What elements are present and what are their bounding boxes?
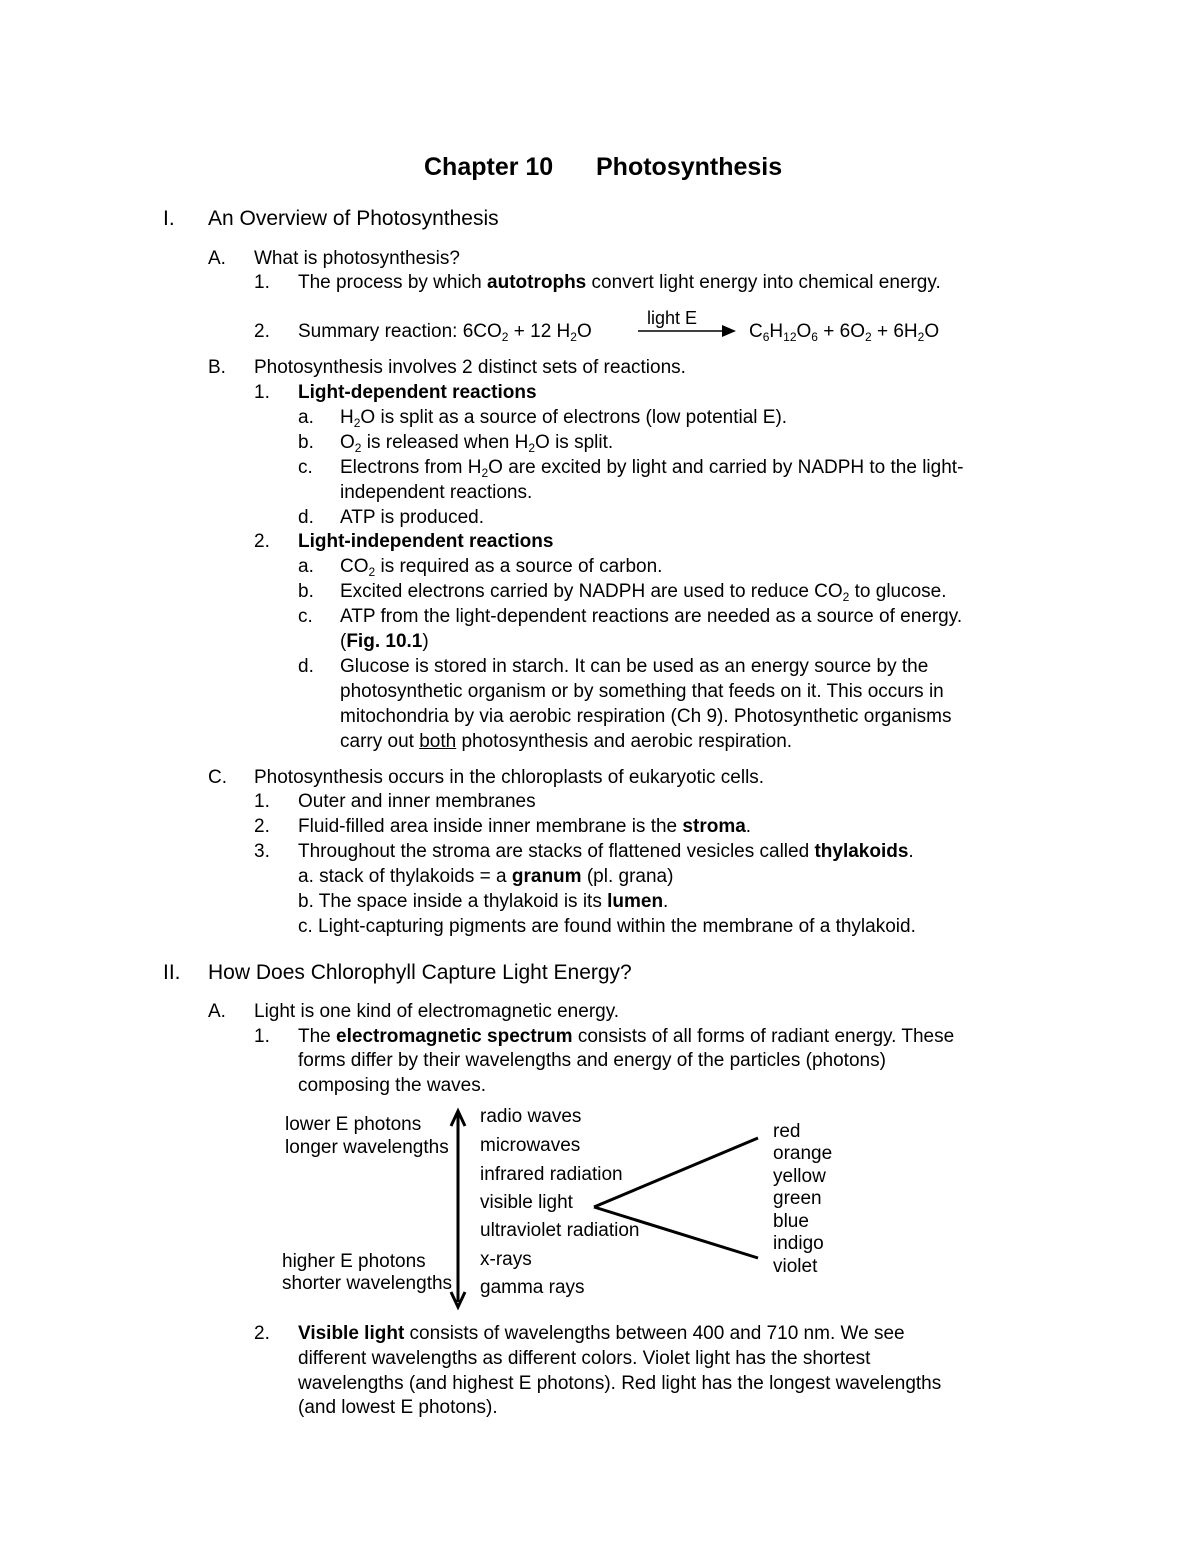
item-2A-letter: A.: [208, 1001, 226, 1022]
item-2A1-line3: composing the waves.: [298, 1075, 486, 1096]
visible-color: red: [773, 1121, 801, 1142]
section-2-number: II.: [163, 961, 181, 984]
item-1B2a-letter: a.: [298, 556, 314, 577]
reaction-arrow: [638, 325, 736, 337]
visible-color: indigo: [773, 1233, 824, 1254]
item-1C2-number: 2.: [254, 816, 270, 837]
item-2A2-line2: different wavelengths as different colors. Violet light has the shortest: [298, 1348, 871, 1369]
item-1B1c-text: Electrons from $H_2O$ are excited by light and carried by NADPH to the light-: [340, 457, 964, 480]
item-1B2-heading: Light-independent reactions: [298, 531, 554, 552]
spectrum-type: ultraviolet radiation: [480, 1220, 640, 1241]
spectrum-type: infrared radiation: [480, 1164, 623, 1185]
spectrum-bottom-label-1: higher E photons: [282, 1251, 426, 1272]
item-1B2b-text: Excited electrons carried by NADPH are used to reduce $CO_2$ to glucose.: [340, 581, 947, 604]
item-1B1-number: 1.: [254, 382, 270, 403]
visible-color: green: [773, 1188, 822, 1209]
visible-color: orange: [773, 1143, 833, 1164]
item-1B1c-letter: c.: [298, 457, 313, 478]
item-1B-letter: B.: [208, 357, 226, 378]
item-1B1b-letter: b.: [298, 432, 314, 453]
item-1B2d-line1: Glucose is stored in starch. It can be used as an energy source by the: [340, 656, 929, 677]
item-1C3c-text: c. Light-capturing pigments are found within the membrane of a thylakoid.: [298, 916, 916, 937]
spectrum-type: microwaves: [480, 1135, 581, 1156]
spectrum-type: gamma rays: [480, 1277, 585, 1298]
item-2A2-line3: wavelengths (and highest E photons). Red light has the longest wavelengths: [298, 1373, 942, 1394]
item-2A1-text: The electromagnetic spectrum consists of all forms of radiant energy. These: [298, 1026, 955, 1047]
item-1C1-text: Outer and inner membranes: [298, 791, 536, 812]
item-2A1-line2: forms differ by their wavelengths and energy of the particles (photons): [298, 1050, 886, 1071]
item-1B1-heading: Light-dependent reactions: [298, 382, 537, 403]
item-1A1-text: The process by which autotrophs convert light energy into chemical energy.: [298, 272, 941, 293]
spectrum-top-label-2: longer wavelengths: [285, 1137, 449, 1158]
spectrum-double-arrow: [451, 1111, 465, 1307]
item-1A2-number: 2.: [254, 321, 270, 342]
item-1C3b-text: b. The space inside a thylakoid is its lumen.: [298, 891, 669, 912]
visible-color: violet: [773, 1256, 818, 1277]
item-1B1a-letter: a.: [298, 407, 314, 428]
spectrum-bottom-label-2: shorter wavelengths: [282, 1273, 453, 1294]
item-2A2-text: Visible light consists of wavelengths between 400 and 710 nm. We see: [298, 1323, 905, 1344]
item-1B2d-line3: mitochondria by via aerobic respiration (Ch 9). Photosynthetic organisms: [340, 706, 952, 727]
section-1-heading: An Overview of Photosynthesis: [208, 207, 499, 230]
item-1A-letter: A.: [208, 248, 226, 269]
arrow-label: light E: [647, 308, 698, 328]
visible-color: blue: [773, 1211, 809, 1232]
item-1B1a-text: $H_2O$ is split as a source of electrons (low potential E).: [340, 407, 788, 430]
item-1B1d-letter: d.: [298, 507, 314, 528]
spectrum-top-label-1: lower E photons: [285, 1114, 422, 1135]
item-1C-text: Photosynthesis occurs in the chloroplasts of eukaryotic cells.: [254, 767, 765, 788]
visible-light-branches: [594, 1138, 758, 1258]
visible-color: yellow: [773, 1166, 826, 1187]
item-1C3-text: Throughout the stroma are stacks of flattened vesicles called thylakoids.: [298, 841, 914, 862]
spectrum-type: x-rays: [480, 1249, 532, 1270]
item-1B-text: Photosynthesis involves 2 distinct sets of reactions.: [254, 357, 686, 378]
item-1B2a-text: $CO_2$ is required as a source of carbon.: [340, 556, 663, 579]
spectrum-type: visible light: [480, 1192, 573, 1213]
item-1C2-text: Fluid-filled area inside inner membrane is the stroma.: [298, 816, 752, 837]
section-2-heading: How Does Chlorophyll Capture Light Energy?: [208, 961, 632, 984]
item-1C1-number: 1.: [254, 791, 270, 812]
item-1C3a-text: a. stack of thylakoids = a granum (pl. grana): [298, 866, 674, 887]
item-2A1-number: 1.: [254, 1026, 270, 1047]
summary-reaction-products: $C_6H_{12}O_6 + 6O_2 + 6H_2O$: [749, 321, 940, 344]
item-1B2-number: 2.: [254, 531, 270, 552]
figure-reference: (Fig. 10.1): [340, 631, 429, 652]
item-1B2b-letter: b.: [298, 581, 314, 602]
spectrum-type: radio waves: [480, 1106, 582, 1127]
item-1B2c-text: ATP from the light-dependent reactions are needed as a source of energy.: [340, 606, 963, 627]
item-1B2d-letter: d.: [298, 656, 314, 677]
item-1A-text: What is photosynthesis?: [254, 248, 460, 269]
item-1B2d-line2: photosynthetic organism or by something that feeds on it. This occurs in: [340, 681, 944, 702]
item-2A2-number: 2.: [254, 1323, 270, 1344]
item-1B1d-text: ATP is produced.: [340, 507, 484, 528]
item-1C-letter: C.: [208, 767, 227, 788]
item-1C3-number: 3.: [254, 841, 270, 862]
item-2A-text: Light is one kind of electromagnetic energy.: [254, 1001, 620, 1022]
item-1B2c-letter: c.: [298, 606, 313, 627]
summary-reaction-reactants: Summary reaction: $6CO_2 + 12$ $H_2O$: [298, 321, 592, 344]
item-1B1c-text-line2: independent reactions.: [340, 482, 533, 503]
page-title: Photosynthesis: [596, 153, 783, 181]
chapter-number: Chapter 10: [424, 153, 554, 181]
item-1A1-number: 1.: [254, 272, 270, 293]
section-1-number: I.: [163, 207, 175, 230]
item-1B1b-text: $O_2$ is released when $H_2O$ is split.: [340, 432, 614, 455]
item-1B2d-line4: carry out both photosynthesis and aerobic respiration.: [340, 731, 793, 752]
item-2A2-line4: (and lowest E photons).: [298, 1397, 498, 1418]
